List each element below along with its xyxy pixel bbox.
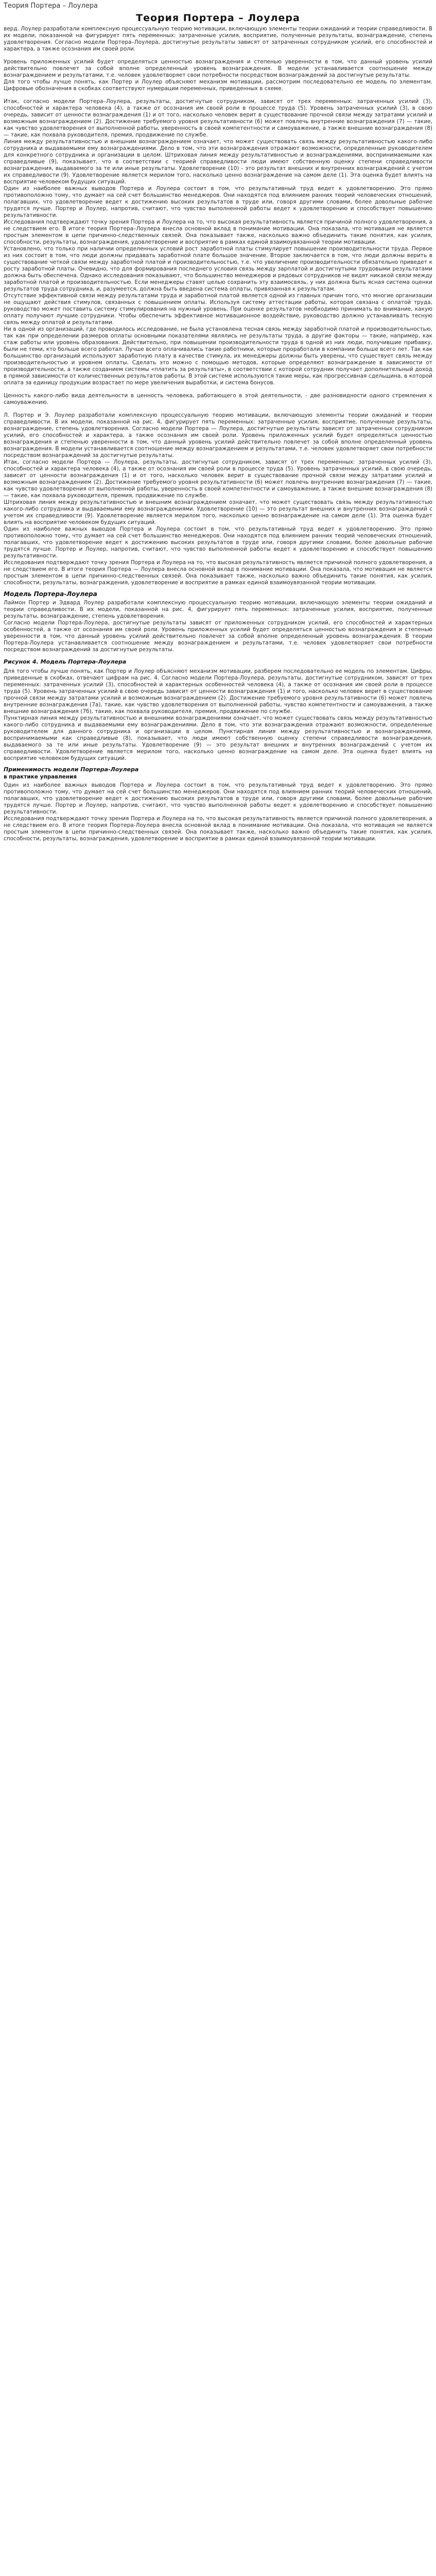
- paragraph-group: [4, 393, 432, 406]
- paragraph-gap: [4, 386, 432, 393]
- paragraph: Один из наиболее важных выводов Портера и Лоулера состоит в том, что результативный труд ведет к удовлетворению. Это прямо противоположно тому, что думает на сей счет большинство менеджеров. Они находятся под влиянием ранних теорий человеческих отношений, полагавших, что удовлетворение ведет к достижению высоких результатов в труде или, говоря другими словами, более довольные рабочие трудятся лучше. Портер и Лоулер, напротив, считают, что чувство выполненной работы ведет к удовлетворению и способствует повышению результативности.: [4, 185, 432, 218]
- paragraph: Один из наиболее важных выводов Портера и Лоулера состоит в том, что результативный труд ведет к удовлетворению. Это прямо противоположно тому, что думает на сей счет большинство менеджеров. Они находятся под влиянием ранних теорий человеческих отношений, полагавших, что удовлетворение ведет к достижению высоких результатов в труде или, говоря другими словами, более довольные рабочие трудятся лучше. Портер и Лоулер, напротив, считают, что чувство выполненной работы ведет к удовлетворению и способствует повышению результативности.: [4, 526, 432, 559]
- paragraph-group: [4, 412, 432, 560]
- paragraph: Согласно модели Портера-Лоулера, достигнутые результаты зависят от приложенных сотрудником усилий, его способностей и характерных особенностей, а также от осознания им своей роли. Уровень приложенных усилий будет определяться ценностью вознаграждения и степенью уверенности в том, что данный уровень усилий действительно повлечет за собой вполне определенный уровень вознаграждения. В теории Портера-Лоулера устанавливается соотношение между вознаграждением и результатами, т.е. человек удовлетворяет свои потребности посредством вознаграждений за достигнутые результаты.: [4, 620, 432, 653]
- page-title: Теория Портера – Лоулера: [136, 12, 300, 24]
- paragraph: верд. Лоулер разработали комплексную процессуальную теорию мотивации, включающую элементы теории ожиданий и теории справедливости. В их модели, показанной на фигурирует пять переменных: затраченные усилия, восприятие, полученные результаты, вознаграждение, степень удовлетворения. Согласно модели Портера–Лоулера, достигнутые результаты зависят от затраченных сотрудником усилий, его способностей и характера, а также осознания им своей роли.: [4, 26, 432, 52]
- paragraph: Исследования подтверждают точку зрения Портера и Лоулера на то, что высокая результативность является причиной полного удовлетворения, а не следствием его. В итоге теория Портера–Лоулера внесла основной вклад в понимание мотивации. Она показала, что мотивация не является простым элементом в цепи причинно-следственных связей. Она показывает также, насколько важно объединить такие понятия, как усилия, способности, результаты, вознаграждения, удовлетворение и восприятие в рамках единой взаимоувязанной теории мотивации.: [4, 219, 432, 245]
- paragraph-gap: [4, 53, 432, 59]
- paragraph-group: [4, 26, 432, 53]
- section-heading: Применимость модели Портера-Лоулера: [4, 766, 139, 773]
- paragraph: Для того чтобы лучше понять, как Портер и Лоулер объясняют механизм мотивации, разберем последовательно ее модель по элементам. Цифры, приведенные в скобках, отвечают цифрам на рис. 4. Согласно модели Портера-Лоулера, результаты, достигнутые сотрудником, зависят от трех переменных: затраченных усилий (3), способностей и характерных особенностей человека (4), а также от осознания им своей роли в процессе труда (5). Уровень затраченных усилий в свою очередь зависит от ценности вознаграждения (1) и того, насколько человек верит в существование прочной связи между затратами усилий и возможным вознаграждением (2). Достижение требуемого уровня результативности (6) может повлечь внутренние вознаграждения (7а), такие, как чувство удовлетворения от выполненной работы, чувство компетентности и самоуважения, а также внешние вознаграждения (7б), такие, как похвала руководителя, премия, продвижение по службе.: [4, 668, 432, 715]
- section-subheading: в практике управления: [4, 774, 77, 780]
- paragraph-group: [4, 560, 432, 586]
- paragraph: Для того чтобы лучше понять, как Портер и Лоулер объясняют механизм мотивации, рассмотрим последовательно ее модель по элементам. Цифровые обозначения в скобках соответствуют нумерации переменных, приведенных в схеме.: [4, 79, 432, 92]
- paragraph: Установлено, что только при наличии определенных условий рост заработной платы стимулирует повышение производительности труда. Первое из них состоит в том, что люди должны придавать заработной плате большое значение. Второе заключается в том, что люди должны верить в существование четкой связи между заработной платой и производительностью, т.е. что увеличение производительности обязательно приведет к росту заработной платы. Очевидно, что для формирования последнего условия связь между зарплатой и достигнутыми трудовыми результатами должна быть обеспечена. Однако исследования показывают, что большинство менеджеров и рядовых сотрудников не видят никакой связи между заработной платой и производительностью. Если менеджеры ставят целью сохранить эту взаимосвязь, у них должна быть ясная система оценки результатов труда сотрудника, и, разумеется, должна быть введена система оплаты, привязанная к результатам.: [4, 246, 432, 292]
- paragraph: Итак, согласно модели Портера–Лоулера, результаты, достигнутые сотрудником, зависят от трех переменных: затраченных усилий (3), способностей и характера человека (4), а также от осознания им своей роли в процессе труда (5). Уровень затраченных усилий (3), в свою очередь, зависит от ценности вознаграждения (1) и от того, насколько человек верит в существование прочной связи между затратами усилий и возможным вознаграждением (2). Достижение требуемого уровня результативности (6) может повлечь внутренние вознаграждения (7) — такие, как чувство удовлетворения от выполненной работы, уверенность в своей компетентности и самоуважение, а также внешние вознаграждения (8) — такие, как похвала руководителя, премия, продвижение по службе.: [4, 98, 432, 138]
- paragraph: Ни в одной из организаций, где проводилось исследование, не была установлена тесная связь между заработной платой и производительностью, так как при определении размеров оплаты основными показателями являлись не результаты труда, а другие факторы — такие, например, как стаж работы или уровень образования. Действительно, при повышении производительности труда в одной из них люди, получившие прибавку, были не теми, кто больше всего работал. Лучше всего оплачивались такие работники, которые проработали в компании больше всего лет. Так как большинство организаций используют заработную плату в качестве стимула, их менеджеры должны быть уверены, что существует связь между производительностью и уровнем оплаты. Сделать это можно с помощью методов, которые определяют вознаграждение в зависимости от производительности, а также созданием системы «платить за результаты», в соответствии с которой сотрудник получает дополнительный доход в прямой зависимости от количественных результатов работы. В этой системе используются такие меры, как прогрессивная сдельщина, в которой оплата за единицу продукции возрастает по мере увеличения выработки, и система бонусов.: [4, 326, 432, 386]
- paragraph-group: [4, 668, 432, 762]
- paragraph-group: [4, 98, 432, 386]
- paragraph: Штриховая линия между результативностью и внешним вознаграждением означает, что может существовать связь между результативностью какого-либо сотрудника и выдаваемыми ему вознаграждениями. Удовлетворение (10) — это результат внешних и внутренних вознаграждений с учетом их справедливости (9). Удовлетворение является мерилом того, насколько ценно вознаграждение на самом деле (1). Эта оценка будет влиять на восприятие человеком будущих ситуаций.: [4, 499, 432, 526]
- paragraph-gap: [4, 92, 432, 98]
- paragraph-gap: [4, 406, 432, 412]
- paragraph-group: [4, 782, 432, 842]
- paragraph: Лаймон Портер и Эдвард Лоулер разработали комплексную процессуальную теорию мотивации, включающую элементы теории ожиданий и теории справедливости. В их модели, показанной на рис. 4, фигурирует пять переменных: затраченные усилия, восприятие, полученные результаты, вознаграждение, степень удовлетворения.: [4, 600, 432, 619]
- figure-caption: Рисунок 4. Модель Портера-Лоулера: [4, 658, 127, 665]
- paragraph: Исследования подтверждают точку зрения Портера и Лоулера на то, что высокая результативность является причиной полного удовлетворения, а не следствием его. В итоге теория Портера — Лоулера внесла основной вклад в понимание мотивации. Она показала, что мотивация не является простым элементом в цепи причинно-следственных связей. Она показывает также, насколько важно объединить такие понятия, как усилия, способности, результаты, вознаграждения, удовлетворение и восприятие в рамках единой взаимоувязанной теории мотивации.: [4, 560, 432, 586]
- paragraph: Линия между результативностью и внешним вознаграждением означает, что может существовать связь между результативностью какого-либо сотрудника и выдаваемыми ему вознаграждениями. Дело в том, что эти вознаграждения отражают возможности, определенные руководителем для конкретного сотрудника и организации в целом. Штриховая линия между результативностью и вознаграждениями, воспринимаемыми как справедливые (9), показывает, что в соответствии с теорией справедливости люди имеют собственную оценку степени справедливости вознаграждения, выдаваемого за те или иные результаты. Удовлетворение (10) - это результат внешних и внутренних вознаграждений с учетом их справедливости (9). Удовлетворение является мерилом того, насколько ценно вознаграждение на самом деле (1). Эта оценка будет влиять на восприятие человеком будущих ситуаций.: [4, 139, 432, 185]
- document-page: [0, 2, 436, 2576]
- paragraph: Пунктирная линия между результативностью и внешними вознаграждениями означает, что может существовать связь между результативностью какого-либо сотрудника и выдаваемыми ему вознаграждениями. Дело в том, что эти вознаграждения отражают возможности, определенные руководителем для данного сотрудника и организации в целом. Пунктирная линия между результативностью и вознаграждениями, воспринимаемыми как справедливые (8), показывает, что люди имеют собственную оценку степени справедливости вознаграждения, выдаваемого за те или иные результаты. Удовлетворение (9) — это результат внешних и внутренних вознаграждений с учетом их справедливости. Удовлетворение является мерилом того, насколько ценно вознаграждение на самом деле. Эта оценка будет влиять на восприятие человеком будущих ситуаций.: [4, 715, 432, 761]
- article-body: [4, 26, 432, 586]
- breadcrumb: Теория Портера – Лоулера: [4, 2, 98, 10]
- paragraph: Л. Портер и Э. Лоулер разработали комплексную процессуальную теорию мотивации, включающую элементы теории ожиданий и теории справедливости. В их модели, показанной на рис. 4, фигурирует пять переменных: затраченные усилия, восприятие, полученные результаты, вознаграждение, степень удовлетворения. Согласно модели Портера — Лоулера, достигнутые результаты зависят от затраченных сотрудником усилий, его способностей и характера, а также осознания им своей роли. Уровень приложенных усилий будет определяться ценностью вознаграждения и степенью уверенности в том, что данный уровень усилий действительно повлечет за собой вполне определенный уровень вознаграждения. В модели устанавливается соотношение между вознаграждением и результатами, т.е. человек удовлетворяет свои потребности посредством вознаграждений за достигнутые результаты.: [4, 412, 432, 459]
- paragraph: Исследования подтверждают точку зрения Портера и Лоулера на то, что высокая результативность является причиной полного удовлетворения, а не следствием его. В итоге теория Портера-Лоулера внесла основной вклад в понимание мотивации. Она показала, что мотивация не является простым элементом в цепи причинно-следственных связей. Она показывает также, насколько важно объединить такие понятия, как усилия, способности, результаты, вознаграждения, удовлетворение и восприятие в рамках единой взаимоувязанной теории мотивации.: [4, 816, 432, 842]
- paragraph: Ценность какого-либо вида деятельности в ценность человека, работающего в этой деятельности, - две разновидности одного стремления к самоуважению.: [4, 393, 432, 405]
- paragraph: Один из наиболее важных выводов Портера и Лоулера состоит в том, что результативный труд ведет к удовлетворению. Это прямо противоположно тому, что думает на сей счет большинство менеджеров. Они находятся под влиянием ранних теорий человеческих отношений, полагавших, что удовлетворение ведет к достижению высоких результатов в труде или, говоря другими словами, более довольные рабочие трудятся лучше. Портер и Лоулер, напротив, считают, что чувство выполненной работы ведет к удовлетворению и способствует повышению результативности.: [4, 782, 432, 815]
- paragraph-group: [4, 600, 432, 653]
- section-heading: Модель Портера-Лоулера: [4, 590, 97, 598]
- paragraph-group: [4, 59, 432, 92]
- paragraph: Уровень приложенных усилий будет определяться ценностью вознаграждения и степенью уверенности в том, что данный уровень усилий действительно повлечет за собой вполне определенный уровень вознаграждения. В модели устанавливается соотношение между вознаграждением и результатами, т.е. человек удовлетворяет свои потребности посредством вознаграждений за достигнутые результаты.: [4, 59, 432, 78]
- paragraph: Отсутствие эффективной связи между результатами труда и заработной платой является одной из главных причин того, что многие организации не ощущают действия стимулов, связанных с повышением оплаты. Используя систему аттестации работы, которая связана с оплатой труда, руководство может поставить систему стимулирования на нужный уровень. При оценке результатов необходимо принимать во внимание, какую оплату получают лучшие сотрудники. Чтобы обеспечить эффективное мотивационное воздействие, руководство должно устанавливать тесную связь между оплатой и результатами.: [4, 293, 432, 326]
- paragraph: Итак, согласно модели Портера — Лоулера, результаты, достигнутые сотрудником, зависят от трех переменных: затраченных усилий (3), способностей и характера человека (4), а также от осознания им своей роли в процессе труда (5). Уровень затраченных усилий, в свою очередь, зависит от ценности вознаграждения (1) и от того, насколько человек верит в существование прочной связи между затратами усилий и возможным вознаграждением (2). Достижение требуемого уровня результативности (6) может повлечь внутренние вознаграждения (7) — такие, как чувство удовлетворения от выполненной работы, уверенность в своей компетентности и самоуважение, а также внешние вознаграждения (8) — такие, как похвала руководителя, премия, продвижение по службе.: [4, 459, 432, 499]
